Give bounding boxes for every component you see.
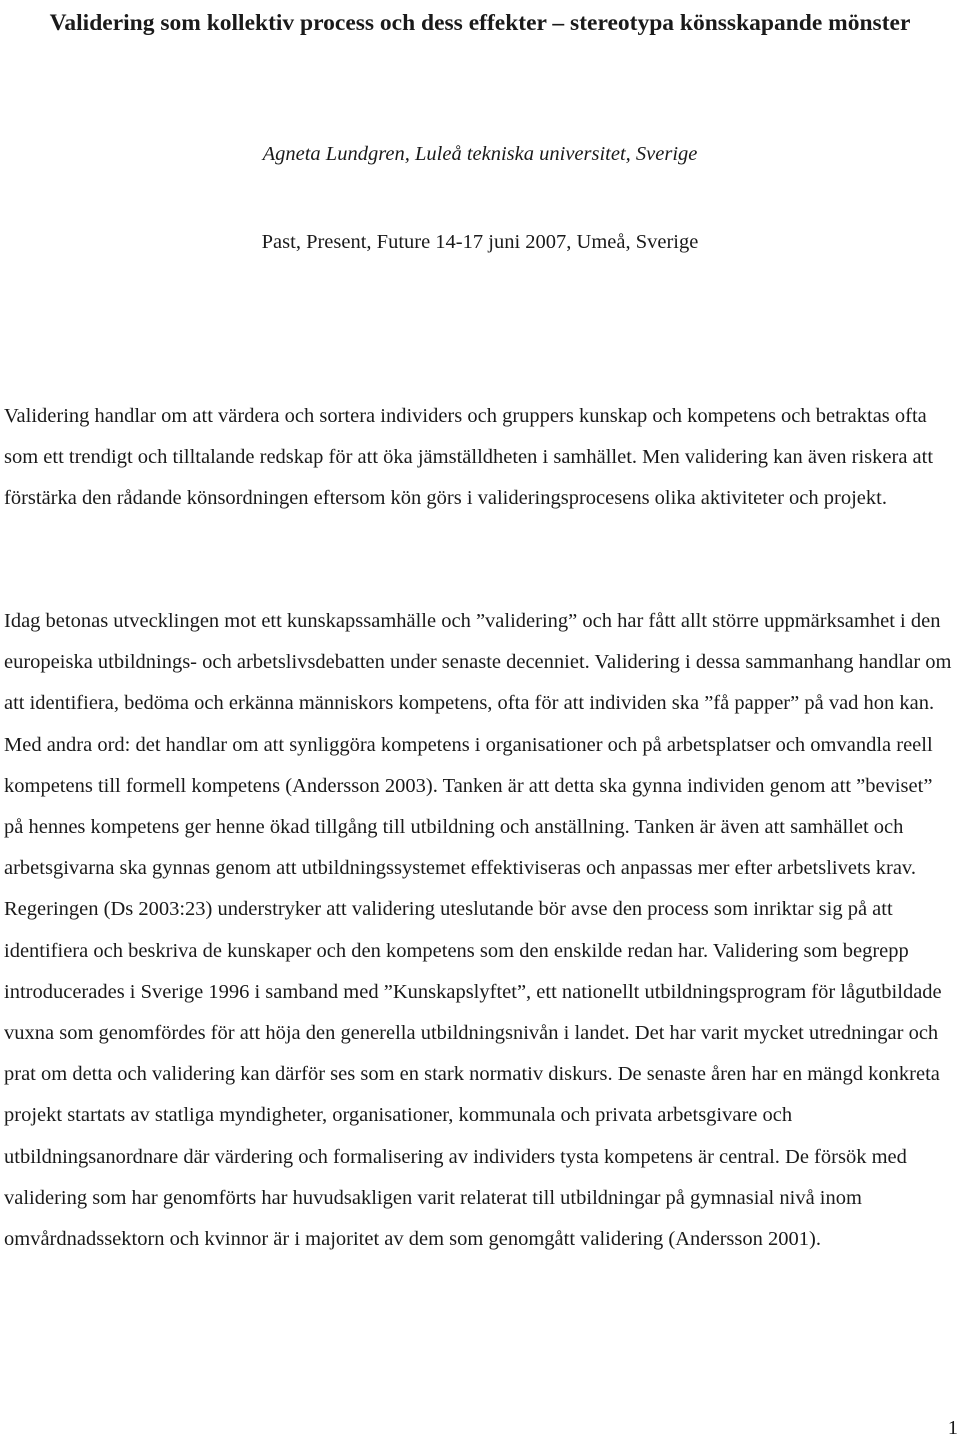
paper-title: Validering som kollektiv process och dess effekter – stereotypa könsskapande mönster [49,10,911,36]
abstract-paragraph: Validering handlar om att värdera och sortera individers och gruppers kunskap och kompetens och betraktas ofta som ett trendigt och tilltalande redskap för att öka jämställdheten i samhället. Men validering kan även riskera att förstärka den rådande könsordningen eftersom kön görs i valideringsprocesens olika aktiviteter och projekt. [4,405,934,509]
page-number: 1 [947,1417,958,1439]
author-affiliation: Agneta Lundgren, Luleå tekniska universitet, Sverige [262,143,698,165]
body-paragraph: Idag betonas utvecklingen mot ett kunskapssamhälle och ”validering” och har fått allt större uppmärksamhet i den europeiska utbildnings- och arbetslivsdebatten under senaste decenniet. Validering i dessa sammanhang handlar om att identifiera, bedöma och erkänna människors kompetens, ofta för att individen ska ”få papper” på vad hon kan. Med andra ord: det handlar om att synliggöra kompetens i organisationer och på arbetsplatser och omvandla reell kompetens till formell kompetens (Andersson 2003). Tanken är att detta ska gynna individen genom att ”beviset” på hennes kompetens ger henne ökad tillgång till utbildning och anställning. Tanken är även att samhället och arbetsgivarna ska gynnas genom att utbildningssystemet effektiviseras och anpassas mer efter arbetslivets krav. Regeringen (Ds 2003:23) understryker att validering uteslutande bör avse den process som inriktar sig på att identifiera och beskriva de kunskaper och den kompetens som den enskilde redan har. Validering som begrepp introducerades i Sverige 1996 i samband med ”Kunskapslyftet”, ett nationellt utbildningsprogram för lågutbildade vuxna som genomfördes för att höja den generella utbildningsnivån i landet. Det har varit mycket utredningar och prat om detta och validering kan därför ses som en stark normativ diskurs. De senaste åren har en mängd konkreta projekt startats av statliga myndigheter, organisationer, kommunala och privata arbetsgivare och utbildningsanordnare där värdering och formalisering av individers tysta kompetens är central. De försök med validering som har genomförts har huvudsakligen varit relaterat till utbildningar på gymnasial nivå inom omvårdnadssektorn och kvinnor är i majoritet av dem som genomgått validering (Andersson 2001). [4,610,952,1251]
conference-info: Past, Present, Future 14-17 juni 2007, Umeå, Sverige [261,231,699,253]
